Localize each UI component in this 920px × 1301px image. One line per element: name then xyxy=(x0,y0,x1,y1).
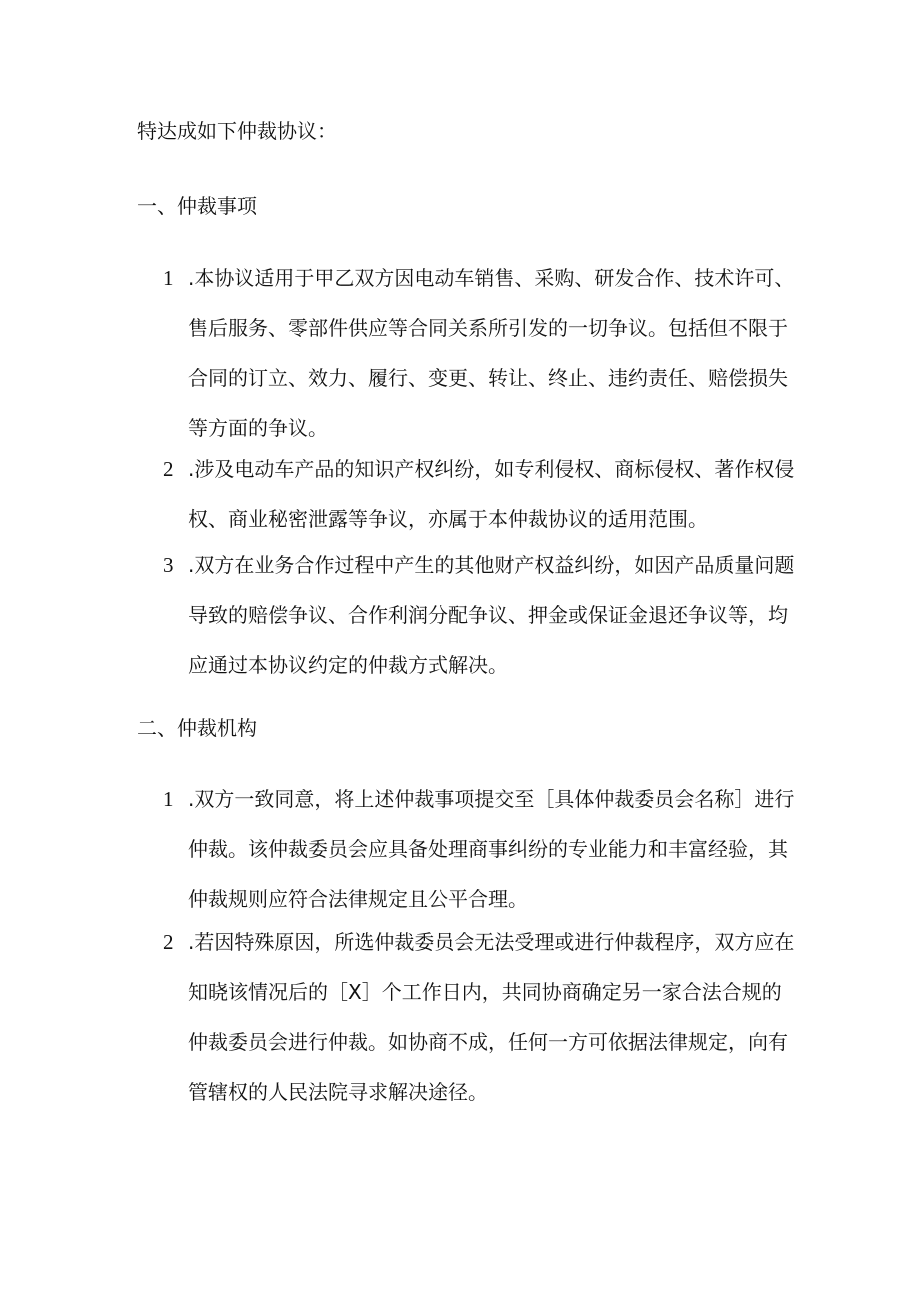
section-1-item-1 xyxy=(137,253,797,453)
item-number: 2 xyxy=(163,457,174,481)
item-text: .双方在业务合作过程中产生的其他财产权益纠纷，如因产品质量问题导致的赔偿争议、合作利润分配争议、押金或保证金退还争议等，均应通过本协议约定的仲裁方式解决。 xyxy=(188,553,795,677)
section-1-item-3 xyxy=(137,540,797,690)
section-2-item-2 xyxy=(137,917,797,1117)
section-1-item-2 xyxy=(137,444,797,544)
section-2-item-1 xyxy=(137,774,797,924)
item-text: .本协议适用于甲乙双方因电动车销售、采购、研发合作、技术许可、售后服务、零部件供应等合同关系所引发的一切争议。包括但不限于合同的订立、效力、履行、变更、转让、终止、违约责任、赔偿损失等方面的争议。 xyxy=(188,266,795,440)
item-number: 3 xyxy=(163,553,174,577)
item-text: .涉及电动车产品的知识产权纠纷，如专利侵权、商标侵权、著作权侵权、商业秘密泄露等争议，亦属于本仲裁协议的适用范围。 xyxy=(188,457,795,531)
item-number: 2 xyxy=(163,930,174,954)
intro-paragraph: 特达成如下仲裁协议： xyxy=(137,119,337,143)
item-text: .若因特殊原因，所选仲裁委员会无法受理或进行仲裁程序，双方应在知晓该情况后的［X］个工作日内，共同协商确定另一家合法合规的仲裁委员会进行仲裁。如协商不成，任何一方可依据法律规定，向有管辖权的人民法院寻求解决途径。 xyxy=(188,930,795,1104)
section-heading-arbitration-matters: 一、仲裁事项 xyxy=(137,194,257,218)
item-text: .双方一致同意，将上述仲裁事项提交至［具体仲裁委员会名称］进行仲裁。该仲裁委员会应具备处理商事纠纷的专业能力和丰富经验，其仲裁规则应符合法律规定且公平合理。 xyxy=(188,787,795,911)
item-number: 1 xyxy=(163,266,174,290)
section-heading-arbitration-institution: 二、仲裁机构 xyxy=(137,716,257,740)
item-number: 1 xyxy=(163,787,174,811)
